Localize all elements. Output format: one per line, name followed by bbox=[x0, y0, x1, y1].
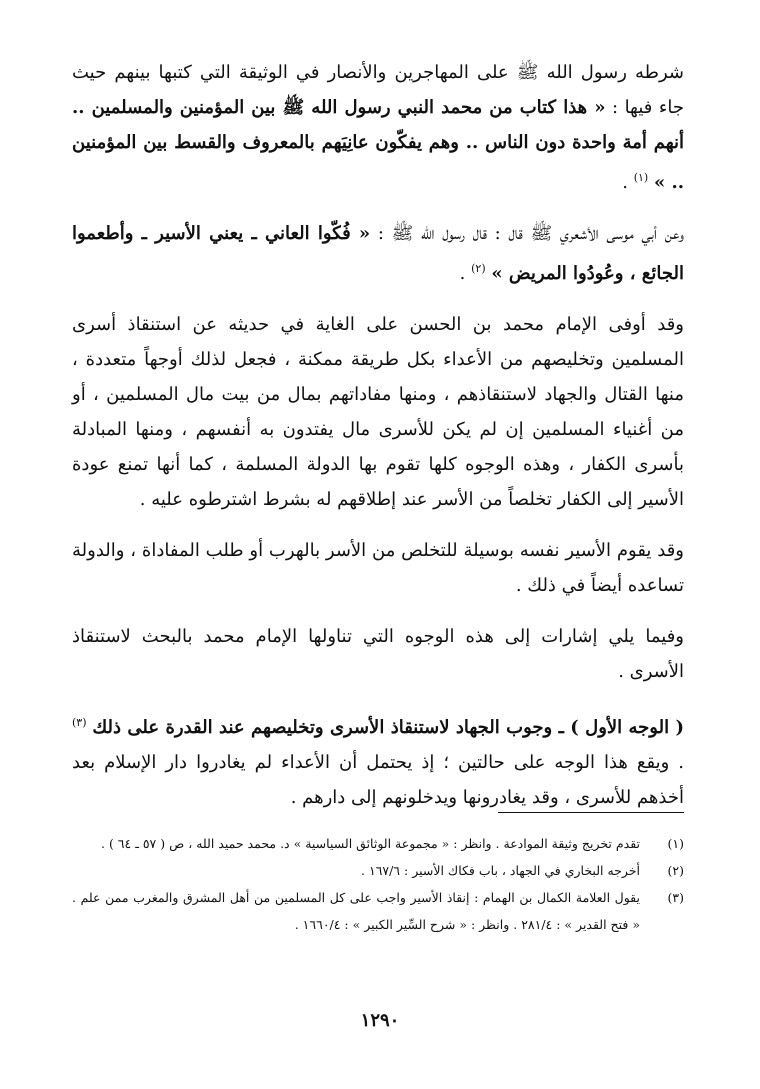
paragraph-6-text: . ويقع هذا الوجه على حالتين ؛ إذ يحتمل أن الأعداء لم يغادروا دار الإسلام بعد أخذهم للأسرى ، وقد يغادرونها ويدخلونهم إلى دارهم . bbox=[72, 752, 684, 808]
footnote-ref-1: (١) bbox=[633, 171, 649, 184]
paragraph-6 bbox=[72, 705, 684, 815]
paragraph-5: وفيما يلي إشارات إلى هذه الوجوه التي تناولها الإمام محمد بالبحث لاستنقاذ الأسرى . bbox=[72, 626, 684, 682]
paragraph-2-quote: « فُكّوا العاني ـ يعني الأسير ـ وأطعموا الجائع ، وعُودُوا المريض » bbox=[72, 223, 684, 284]
paragraph-4: وقد يقوم الأسير نفسه بوسيلة للتخلص من الأسر بالهرب أو طلب المفاداة ، والدولة تساعده أيضاً في ذلك . bbox=[72, 540, 684, 596]
section-heading: ( الوجه الأول ) ـ وجوب الجهاد لاستنقاذ الأسرى وتخليصهم عند القدرة على ذلك bbox=[92, 717, 684, 738]
paragraph-1-intro: شرطه رسول الله ﷺ على المهاجرين والأنصار في الوثيقة التي كتبها بينهم حيث جاء فيها : bbox=[72, 62, 684, 118]
footnote-number: (٣) bbox=[667, 890, 684, 905]
footnote bbox=[72, 884, 684, 938]
footnote-number: (١) bbox=[667, 836, 684, 851]
paragraph-1-quote: « هذا كتاب من محمد النبي رسول الله ﷺ بين المؤمنين والمسلمين .. أنهم أمة واحدة دون الناس .. وهم يفكّون عانِيَهم بالمعروف والقسط بين المؤمنين .. » bbox=[72, 97, 684, 193]
paragraph-2 bbox=[72, 216, 684, 291]
footnote bbox=[72, 857, 684, 884]
paragraph-2-end: . bbox=[459, 263, 466, 284]
page-number: ١٢٩٠ bbox=[360, 1010, 400, 1031]
footnote-separator bbox=[498, 812, 684, 813]
footnote-number: (٢) bbox=[667, 863, 684, 878]
paragraph-1 bbox=[72, 55, 684, 200]
paragraph-2-intro: وعن أبي موسى الأشعري ﷺ قال : قال رسول الله ﷺ : bbox=[377, 223, 684, 244]
footnote-ref-3: (٣) bbox=[72, 716, 87, 729]
footnote-text: يقول العلامة الكمال بن الهمام : إنقاذ الأسير واجب على كل المسلمين من أهل المشرق والمغرب ممن علم . « فتح القدير » : ٢٨١/٤ . وانظر : « شرح السِّير الكبير » : ١٦٦٠/٤ . bbox=[72, 890, 640, 932]
footnotes bbox=[72, 830, 684, 938]
paragraph-3: وقد أوفى الإمام محمد بن الحسن على الغاية في حديثه عن استنقاذ أسرى المسلمين وتخليصهم من الأعداء بكل طريقة ممكنة ، فجعل لذلك أوجهاً متعددة ، منها القتال والجهاد لاستنقاذهم ، ومنها مفاداتهم بمال من بيت مال المسلمين ، أو من أغنياء المسلمين إن لم يكن للأسرى مال يفتدون به أنفسهم ، ومنها المبادلة بأسرى الكفار ، وهذه الوجوه كلها تقوم بها الدولة المسلمة ، كما أنها تمنع عودة الأسير إلى الكفار تخلصاً من الأسر عند إطلاقهم له بشرط اشترطوه عليه . bbox=[72, 314, 684, 510]
main-text bbox=[72, 55, 684, 831]
footnote-text: تقدم تخريج وثيقة الموادعة . وانظر : « مجموعة الوثائق السياسية » د. محمد حميد الله ، ص ( ٥٧ ـ ٦٤ ) . bbox=[101, 836, 640, 851]
footnote bbox=[72, 830, 684, 857]
paragraph-1-end: . bbox=[622, 172, 628, 193]
footnote-ref-2: (٢) bbox=[471, 262, 486, 275]
footnote-text: أخرجه البخاري في الجهاد ، باب فكاك الأسير : ١٦٧/٦ . bbox=[361, 863, 640, 878]
